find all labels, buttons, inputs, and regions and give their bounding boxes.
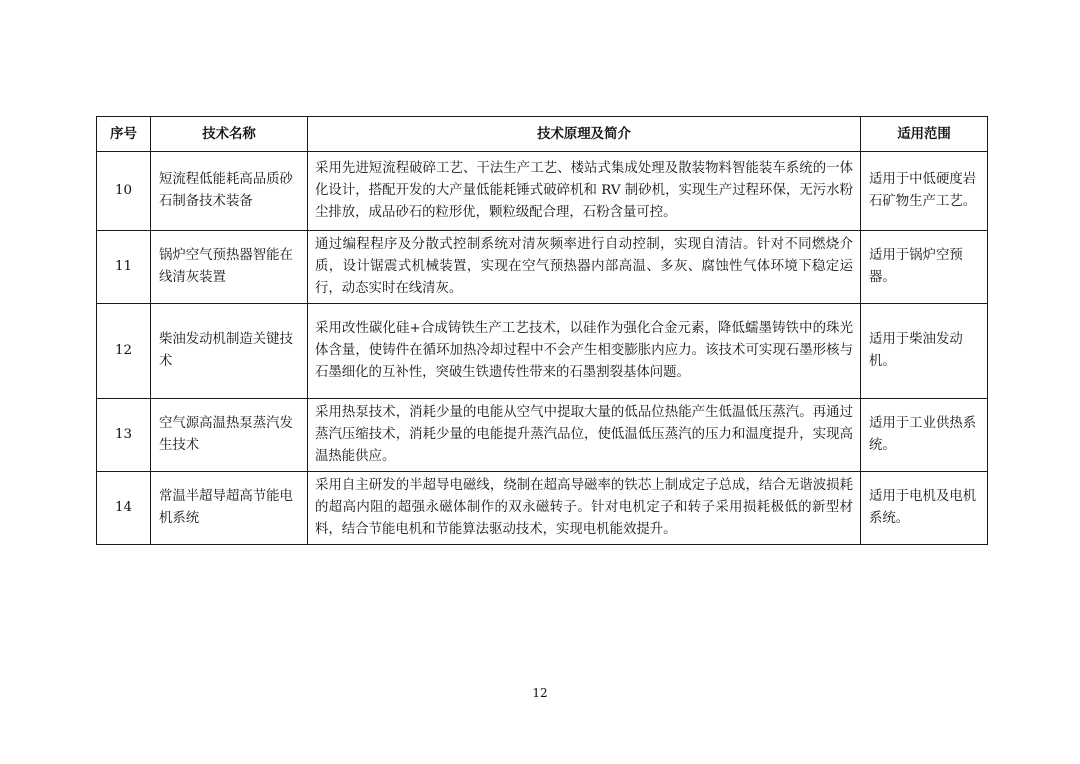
table-row	[97, 399, 988, 472]
row-description: 采用热泵技术，消耗少量的电能从空气中提取大量的低品位热能产生低温低压蒸汽。再通过蒸汽压缩技术，消耗少量的电能提升蒸汽品位，使低温低压蒸汽的压力和温度提升，实现高温热能供应。	[308, 399, 861, 472]
row-description: 采用先进短流程破碎工艺、干法生产工艺、楼站式集成处理及散装物料智能装车系统的一体化设计，搭配开发的大产量低能耗锤式破碎机和 RV 制砂机，实现生产过程环保，无污水粉尘排放，成品砂石的粒形优，颗粒级配合理，石粉含量可控。	[308, 152, 861, 231]
row-scope: 适用于中低硬度岩石矿物生产工艺。	[861, 152, 988, 231]
table-header-row	[97, 117, 988, 152]
row-technology-name: 短流程低能耗高品质砂石制备技术装备	[151, 152, 308, 231]
table-row	[97, 304, 988, 399]
row-description: 采用自主研发的半超导电磁线，绕制在超高导磁率的铁芯上制成定子总成，结合无谐波损耗的超高内阻的超强永磁体制作的双永磁转子。针对电机定子和转子采用损耗极低的新型材料，结合节能电机和节能算法驱动技术，实现电机能效提升。	[308, 472, 861, 545]
header-applicable-scope: 适用范围	[861, 117, 988, 152]
page-number: 12	[532, 686, 548, 700]
table-row	[97, 472, 988, 545]
row-scope: 适用于锅炉空预器。	[861, 231, 988, 304]
row-description: 通过编程程序及分散式控制系统对清灰频率进行自动控制，实现自清洁。针对不同燃烧介质，设计锯震式机械装置，实现在空气预热器内部高温、多灰、腐蚀性气体环境下稳定运行，动态实时在线清灰。	[308, 231, 861, 304]
row-serial-number: 14	[97, 472, 151, 545]
technology-table	[96, 116, 988, 545]
header-serial-number: 序号	[97, 117, 151, 152]
header-principle-intro: 技术原理及简介	[308, 117, 861, 152]
row-scope: 适用于工业供热系统。	[861, 399, 988, 472]
row-serial-number: 12	[97, 304, 151, 399]
row-serial-number: 13	[97, 399, 151, 472]
row-scope: 适用于柴油发动机。	[861, 304, 988, 399]
row-technology-name: 空气源高温热泵蒸汽发生技术	[151, 399, 308, 472]
table-row	[97, 152, 988, 231]
row-scope: 适用于电机及电机系统。	[861, 472, 988, 545]
row-technology-name: 锅炉空气预热器智能在线清灰装置	[151, 231, 308, 304]
row-serial-number: 11	[97, 231, 151, 304]
row-description: 采用改性碳化硅+合成铸铁生产工艺技术，以硅作为强化合金元素，降低蠕墨铸铁中的珠光体含量，使铸件在循环加热冷却过程中不会产生相变膨胀内应力。该技术可实现石墨形核与石墨细化的互补性，突破生铁遗传性带来的石墨割裂基体问题。	[308, 304, 861, 399]
table-row	[97, 231, 988, 304]
row-technology-name: 常温半超导超高节能电机系统	[151, 472, 308, 545]
header-technology-name: 技术名称	[151, 117, 308, 152]
row-technology-name: 柴油发动机制造关键技术	[151, 304, 308, 399]
row-serial-number: 10	[97, 152, 151, 231]
